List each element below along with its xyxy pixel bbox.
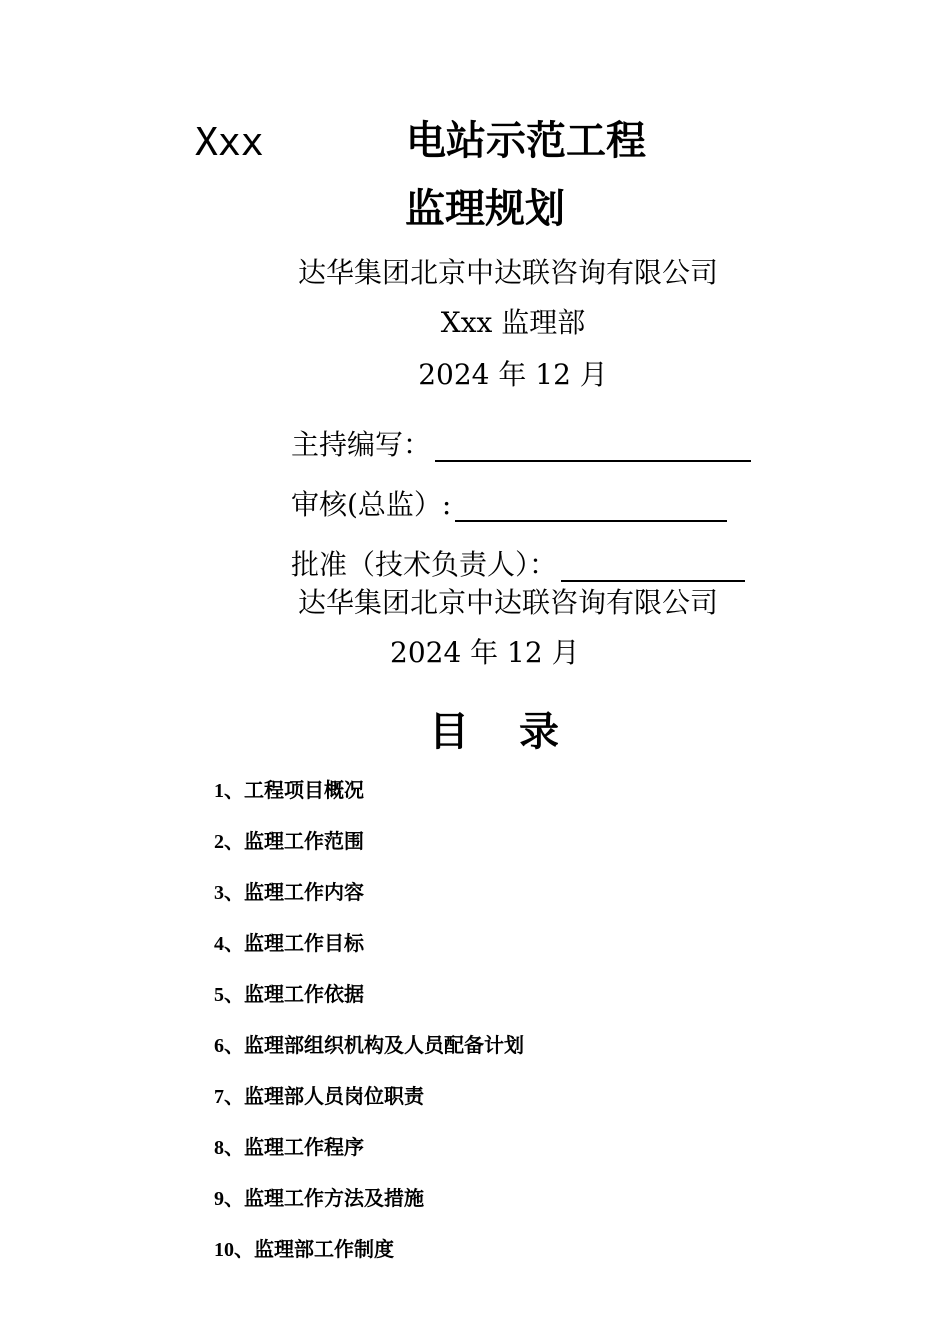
title-prefix: Xxx xyxy=(195,120,264,164)
signature-compiler xyxy=(291,428,751,462)
footer-date: 2024 年 12 月 xyxy=(390,636,580,669)
toc-item-text: 监理工作依据 xyxy=(244,982,364,1006)
toc-item[interactable] xyxy=(214,1025,524,1076)
document-subtitle: 监理规划 xyxy=(405,185,565,232)
toc-title: 目 录 xyxy=(429,708,577,755)
toc-item-text: 监理部人员岗位职责 xyxy=(244,1084,424,1108)
toc-item[interactable] xyxy=(214,872,524,923)
toc-item[interactable] xyxy=(214,1178,524,1229)
signature-label: 审核(总监）: xyxy=(291,488,452,521)
signature-label: 主持编写： xyxy=(291,428,432,461)
footer-company-name: 达华集团北京中达联咨询有限公司 xyxy=(298,586,719,619)
toc-item-text: 监理部工作制度 xyxy=(254,1237,394,1261)
toc-item-number: 7、 xyxy=(214,1086,244,1108)
toc-item-number: 5、 xyxy=(214,984,244,1006)
toc-item[interactable] xyxy=(214,1229,524,1280)
toc-item-text: 监理工作内容 xyxy=(244,880,364,904)
toc-item-number: 8、 xyxy=(214,1137,244,1159)
toc-item-number: 10、 xyxy=(214,1239,254,1261)
toc-item-text: 监理部组织机构及人员配备计划 xyxy=(244,1033,524,1057)
toc-item-text: 监理工作程序 xyxy=(244,1135,364,1159)
toc-item-number: 6、 xyxy=(214,1035,244,1057)
toc-item-text: 工程项目概况 xyxy=(244,778,364,802)
toc-item[interactable] xyxy=(214,1076,524,1127)
toc-item-number: 2、 xyxy=(214,831,244,853)
toc-item-text: 监理工作方法及措施 xyxy=(244,1186,424,1210)
toc-item[interactable] xyxy=(214,974,524,1025)
signature-label: 批准（技术负责人）： xyxy=(291,548,558,581)
toc-item-number: 9、 xyxy=(214,1188,244,1210)
issue-date: 2024 年 12 月 xyxy=(418,358,608,391)
signature-approver xyxy=(291,548,745,582)
department-name: Xxx 监理部 xyxy=(440,306,586,339)
toc-item-text: 监理工作目标 xyxy=(244,931,364,955)
signature-line[interactable] xyxy=(435,432,751,462)
toc-item[interactable] xyxy=(214,821,524,872)
signature-line[interactable] xyxy=(455,492,727,522)
title-main: 电站示范工程 xyxy=(406,117,646,164)
toc-item-number: 4、 xyxy=(214,933,244,955)
toc-item[interactable] xyxy=(214,923,524,974)
toc-list xyxy=(214,770,524,1280)
signature-reviewer xyxy=(291,488,727,522)
toc-item[interactable] xyxy=(214,1127,524,1178)
document-title xyxy=(0,112,950,172)
toc-item-text: 监理工作范围 xyxy=(244,829,364,853)
toc-item-number: 3、 xyxy=(214,882,244,904)
signature-line[interactable] xyxy=(561,552,745,582)
company-name: 达华集团北京中达联咨询有限公司 xyxy=(298,256,719,289)
toc-item[interactable] xyxy=(214,770,524,821)
toc-item-number: 1、 xyxy=(214,780,244,802)
